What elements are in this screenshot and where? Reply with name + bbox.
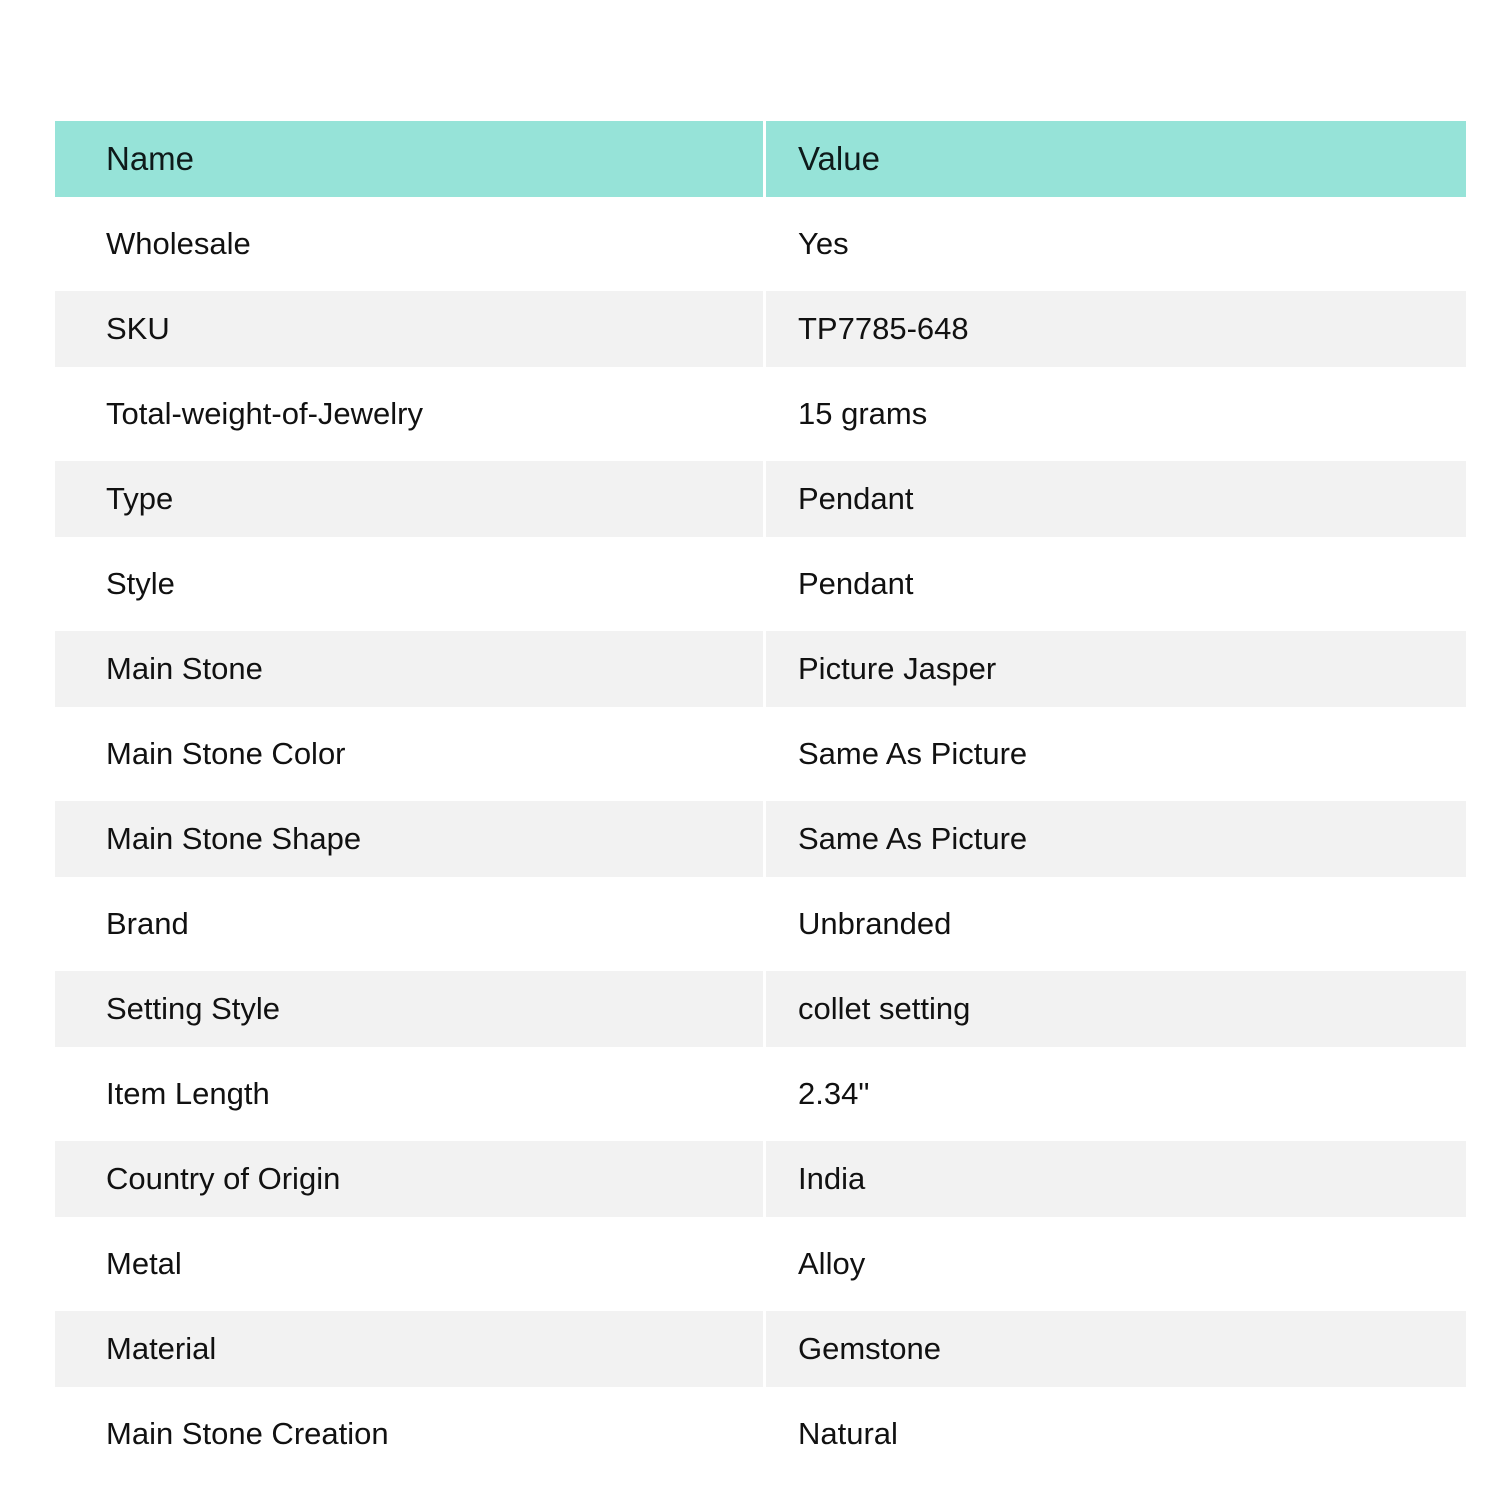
table-row [55,631,1466,707]
table-row [55,537,1466,631]
row-name-cell: Main Stone Color [55,707,766,801]
row-value-cell: TP7785-648 [798,311,969,346]
row-name-cell: Country of Origin [55,1141,766,1217]
row-value-cell: Pendant [798,566,914,601]
row-value-cell: 15 grams [798,396,928,431]
row-value-cell: India [798,1161,866,1196]
row-value-cell: Picture Jasper [798,651,997,686]
header-name-cell: Name [55,121,766,197]
table-row [55,1311,1466,1387]
row-value-cell: Gemstone [798,1331,942,1366]
row-name-cell: Metal [55,1217,766,1311]
table-row [55,1047,1466,1141]
table-row [55,367,1466,461]
row-name-cell: Wholesale [55,197,766,291]
row-value-cell: collet setting [798,991,971,1026]
table-row [55,971,1466,1047]
row-name-cell: Brand [55,877,766,971]
row-value-cell: Unbranded [798,906,952,941]
row-name-cell: Setting Style [55,971,766,1047]
header-value-cell: Value [798,140,880,177]
row-value-cell: Pendant [798,481,914,516]
row-name-cell: Style [55,537,766,631]
row-value-cell: Alloy [798,1246,866,1281]
row-value-cell: Yes [798,226,849,261]
table-header-row [55,121,1466,197]
table-row [55,291,1466,367]
table-body [55,197,1466,1481]
row-name-cell: Total-weight-of-Jewelry [55,367,766,461]
row-value-cell: Same As Picture [798,736,1028,771]
row-value-cell: Natural [798,1416,898,1451]
row-value-cell: 2.34" [798,1076,870,1111]
product-specs-table [55,121,1466,1481]
row-name-cell: Material [55,1311,766,1387]
table-row [55,461,1466,537]
row-name-cell: Item Length [55,1047,766,1141]
table-row [55,707,1466,801]
table-row [55,877,1466,971]
row-name-cell: Type [55,461,766,537]
row-name-cell: Main Stone [55,631,766,707]
row-name-cell: Main Stone Creation [55,1387,766,1481]
table-row [55,1217,1466,1311]
row-name-cell: Main Stone Shape [55,801,766,877]
table-row [55,1141,1466,1217]
row-value-cell: Same As Picture [798,821,1028,856]
row-name-cell: SKU [55,291,766,367]
table-row [55,801,1466,877]
table-row [55,1387,1466,1481]
table-row [55,197,1466,291]
